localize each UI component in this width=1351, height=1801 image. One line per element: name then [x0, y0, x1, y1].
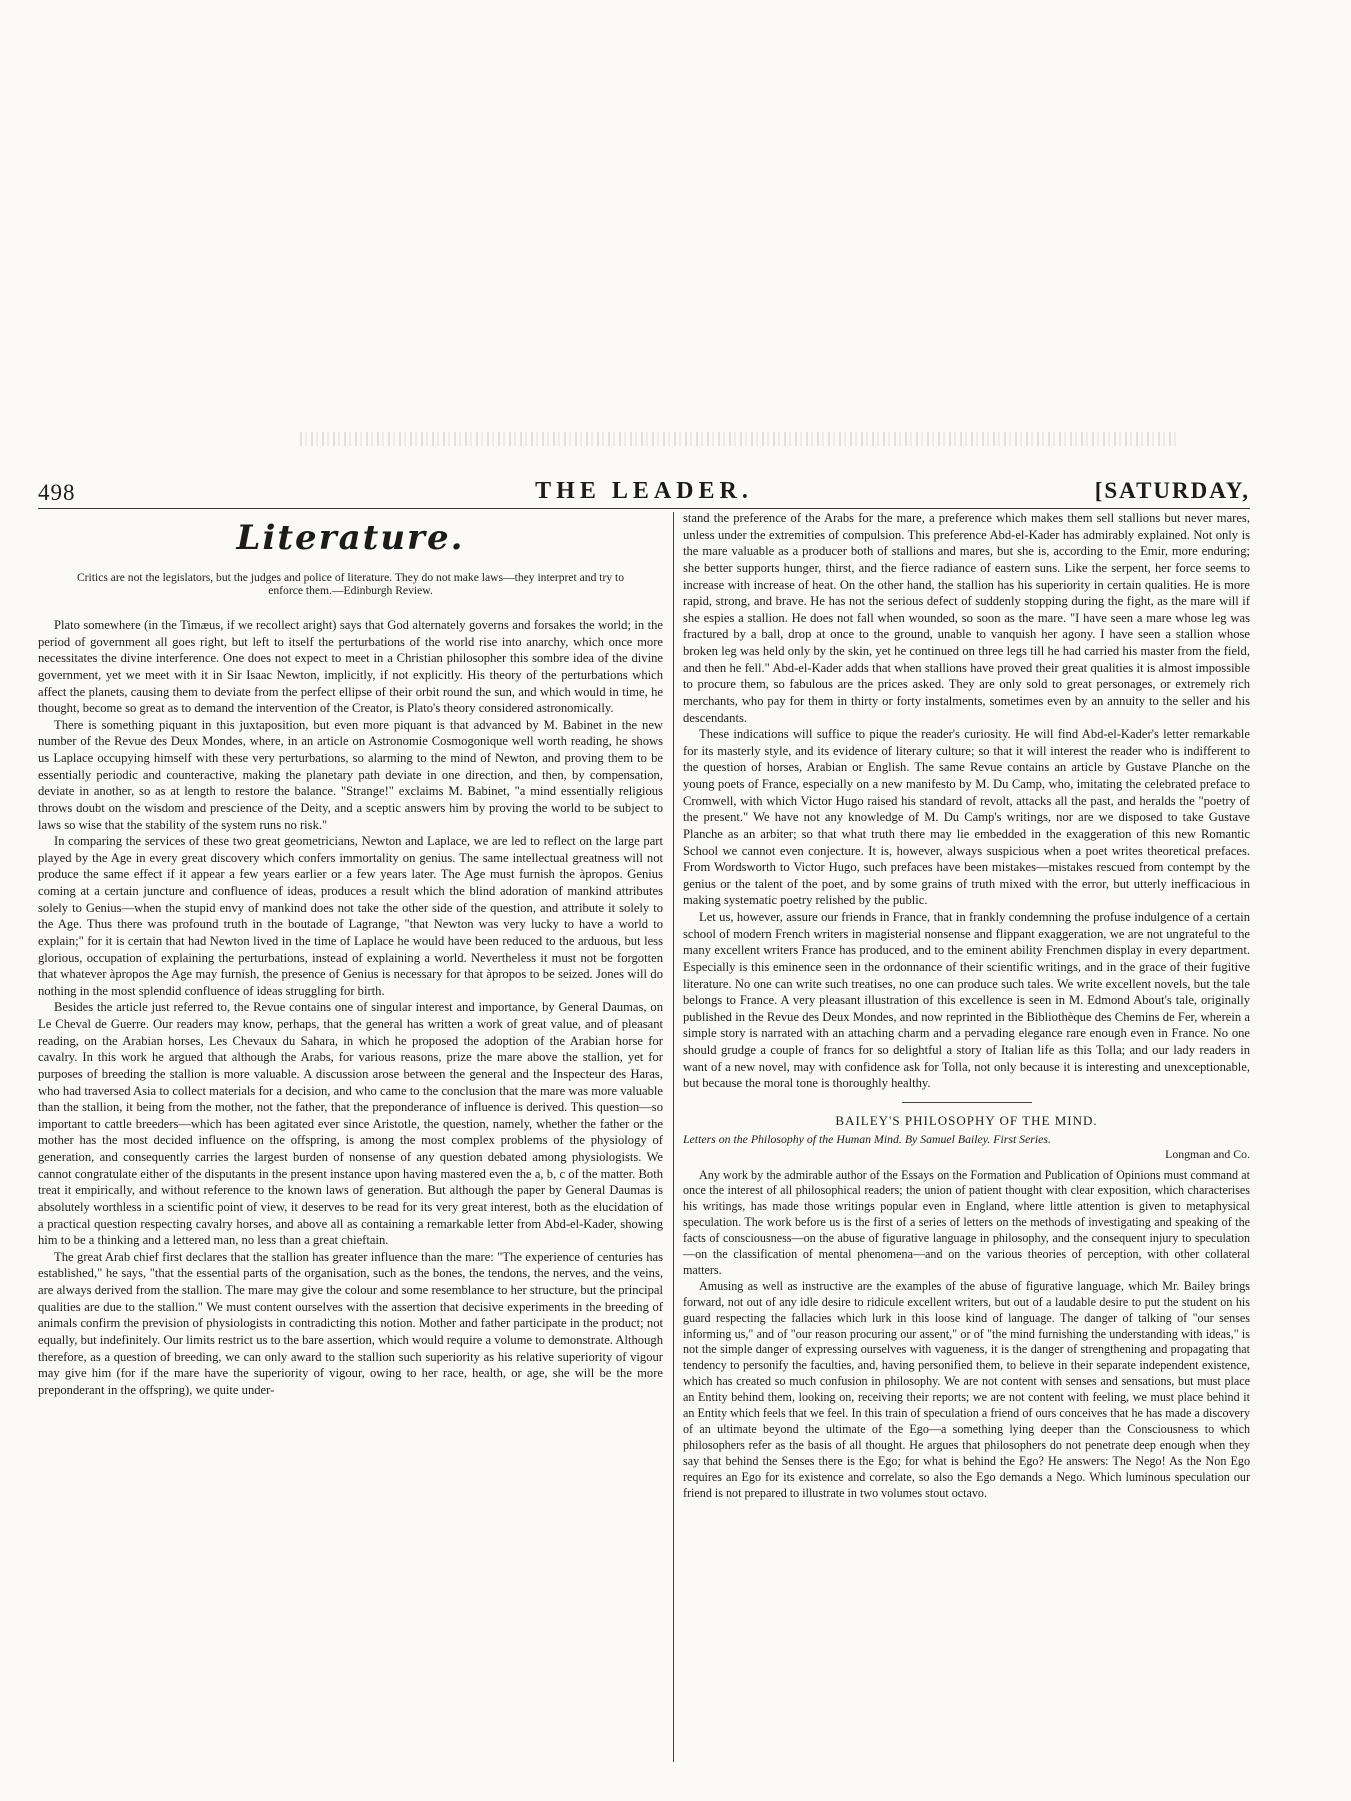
scan-noise-strip — [300, 432, 1180, 446]
section-motto: Critics are not the legislators, but the judges and police of literature. They do not make laws—they interpret and try to enforce them.—Edinburgh Review. — [76, 571, 625, 597]
article-paragraph: There is something piquant in this juxtaposition, but even more piquant is that advanced by M. Babinet in the new number of the Revue des Deux Mondes, where, in an article on Astronomie Cosmogonique well worth reading, he shows us Laplace occupying himself with these very perturbations, so alarming to the mind of Newton, and proving them to be essentially periodic and counteractive, making the planetary path deviate in one direction, and then, by compensation, deviate in another, so as at length to restore the balance. "Strange!" exclaims M. Babinet, "a mind essentially religious throws doubt on the wisdom and prescience of the Deity, and a sceptic answers him by proving the world to be subject to laws so wise that the stability of the system runs no risk." — [38, 717, 663, 832]
page-header — [38, 478, 1250, 506]
article-paragraph: These indications will suffice to pique the reader's curiosity. He will find Abd-el-Kader's letter remarkable for its masterly style, and its evidence of literary culture; so that it will interest the reader who is indifferent to the question of horses, Arabian or English. The same Revue contains an article by Gustave Planche on the young poets of France, especially on a new manifesto by M. Du Camp, who, imitating the celebrated preface to Cromwell, with which Victor Hugo raised his standard of revolt, attacks all the past, and heralds the "poetry of the present." We have not any knowledge of M. Du Camp's writings, nor are we disposed to take Gustave Planche as an arbiter; so that what truth there may lie embedded in the exaggeration of this new Romantic School we cannot even conjecture. It is, however, always suspicious when a poet writes theoretical prefaces. From Wordsworth to Victor Hugo, such prefaces have been mistakes—mistakes rescued from contempt by the genius or the talent of the poet, and by some grains of truth mixed with the error, but utterly inefficacious in making systematic poetry relished by the public. — [683, 727, 1250, 908]
article-paragraph: Besides the article just referred to, the Revue contains one of singular interest and importance, by General Daumas, on Le Cheval de Guerre. Our readers may know, perhaps, that the general has written a work of great value, and of pleasant reading, on the Arabian horses, Les Chevaux du Sahara, in which he proposed the adoption of the Arabian horse for cavalry. In this work he argued that although the Arabs, for various reasons, prize the mare above the stallion, yet for purposes of breeding the stallion is more valuable. A discussion arose between the general and the Inspecteur des Haras, who had traversed Asia to collect materials for a decision, and who came to the conclusion that the mare was more valuable than the stallion, it being from the mother, not the father, that the preponderance of influence is derived. This question—so important to cattle breeders—which has been agitated ever since Aristotle, the question, namely, whether the father or the mother has the most decided influence on the offspring, is among the most complex problems of the physiology of generation, and consequently carries the largest burden of nonsense of any question debated among physiologists. We cannot congratulate either of the disputants in the present instance upon having mastered even the a, b, c of the matter. Both treat it empirically, and without reference to the known laws of generation. But although the paper by General Daumas is absolutely worthless in a scientific point of view, it deserves to be read for its very great interest, both as the elucidation of a practical question respecting cavalry horses, and above all as containing a remarkable letter from Abd-el-Kader, showing him to be a thinking and a lettered man, no less than a great chieftain. — [38, 1000, 663, 1248]
masthead-title: THE LEADER. — [535, 478, 753, 504]
column-divider — [673, 512, 674, 1762]
review-paragraph: Amusing as well as instructive are the examples of the abuse of figurative language, which Mr. Bailey brings forward, not out of any idle desire to ridicule excellent writers, but out of a laudable desire to put the student on his guard respecting the fallacies which lurk in this loose kind of language. The danger of talking of "our senses informing us," and of "our reason procuring our assent," or of "the mind furnishing the understanding with ideas," is not the simple danger of expressing ourselves with vagueness, it is the danger of strengthening and propagating that tendency to personify the faculties, and, having personified them, to believe in their separate independent existence, which has created so much confusion in philosophy. We are not content with senses and sensations, but must place an Entity behind them, looking on, receiving their reports; we are not content with feeling, we must place behind it an Entity which feels that we feel. In this train of speculation a friend of ours conceives that he has made a discovery of an ultimate beyond the ultimate of the Ego—a something lying deeper than the Consciousness to which philosophers refer as the basis of all thought. He argues that philosophers do not penetrate deep enough when they say that behind the Senses there is the Ego; for what is behind the Ego? He answers: The Nego! As the Non Ego requires an Ego for its existence and correlate, so also the Ego demands a Nego. Which luminous speculation our friend is not prepared to illustrate in two volumes stout octavo. — [683, 1278, 1250, 1500]
review-title: BAILEY'S PHILOSOPHY OF THE MIND. — [835, 1112, 1098, 1128]
header-rule — [38, 508, 1250, 509]
article-paragraph: The great Arab chief first declares that the stallion has greater influence than the mare: "The experience of centuries has established," he says, "that the essential parts of the organisation, such as the bones, the tendons, the nerves, and the veins, are always derived from the stallion. The mare may give the colour and some resemblance to her structure, but the principal qualities are due to the stallion." We must content ourselves with the assertion that decisive experiments in the breeding of animals confirm the prevision of physiologists in contradicting this notion. Mother and father participate in the product; not equally, but indefinitely. Our limits restrict us to the bare assertion, which would require a volume to demonstrate. Although therefore, as a question of breeding, we can only award to the stallion such superiority as his relative superiority of vigour may give him (for if the mare have the superiority of vigour, owing to her race, health, or age, she will be the more preponderant in the offspring), we quite under- — [38, 1249, 663, 1397]
section-separator — [902, 1102, 1032, 1103]
issue-day: [SATURDAY, — [1094, 478, 1250, 503]
right-column — [683, 510, 1250, 1502]
review-subtitle: Letters on the Philosophy of the Human Mind. By Samuel Bailey. First Series. — [683, 1131, 1051, 1146]
left-column — [38, 510, 663, 1398]
review-publisher: Longman and Co. — [1165, 1146, 1250, 1161]
section-title: Literature. — [236, 518, 465, 558]
article-paragraph: Plato somewhere (in the Timæus, if we recollect aright) says that God alternately governs and forsakes the world; in the period of government all goes right, but left to itself the perturbations of the world rise into anarchy, which once more necessitates the divine interference. One does not expect to meet in a Christian philosopher this sombre idea of the divine government, yet we meet with it in Sir Isaac Newton, implicitly, if not explicitly. His theory of the perturbations which affect the planets, causing them to deviate from the perfect ellipse of their orbit round the sun, and which would in time, he thought, become so great as to demand the intervention of the Creator, is Plato's theory considered astronomically. — [38, 618, 663, 716]
article-paragraph: In comparing the services of these two great geometricians, Newton and Laplace, we are led to reflect on the large part played by the Age in every great discovery which confers immortality on genius. The same intellectual greatness will not produce the same effect if it appear a few years earlier or a few years later. The Age must furnish the àpropos. Genius coming at a certain juncture and confluence of ideas, produces a result which the blind adoration of mankind attributes solely to Genius—when the stupid envy of mankind does not take the other side of the question, and attribute it solely to the Age. Thus there was profound truth in the boutade of Lagrange, "that Newton was very lucky to have a world to explain;" for it is certain that had Newton lived in the time of Laplace he would have been reduced to the arduous, but less glorious, occupation of explaining the perturbations, instead of explaining a world. Nevertheless it must not be forgotten that whatever àpropos the Age may furnish, the presence of Genius is necessary for that àpropos to be seized. Jones will do nothing in the most splendid confluence of ideas struggling for birth. — [38, 834, 663, 998]
article-paragraph: stand the preference of the Arabs for the mare, a preference which makes them sell stallions but never mares, unless under the extremities of compulsion. This preference Abd-el-Kader has admirably explained. Not only is the mare valuable as a producer both of stallions and mares, but she is, according to the Emir, more enduring; she better supports hunger, thirst, and the fierce radiance of eastern suns. Like the serpent, her force seems to increase with increase of heat. On the other hand, the stallion has his superiority in certain qualities. He is more rapid, strong, and brave. He has not the serious defect of suddenly stopping during the fight, as the mare will if she espies a stallion. He does not fall when wounded, so soon as the mare. "I have seen a mare whose leg was fractured by a ball, drop at once to the ground, unable to vanquish her agony. I have seen a stallion whose broken leg was held only by the skin, yet he continued on three legs till he had carried his master from the field, and then he fell." Abd-el-Kader adds that when stallions have proved their great qualities it is almost impossible to procure them, so fabulous are the prices asked. They are only sold to great personages, or extremely rich merchants, who pay for them in thirty or forty instalments, sometimes even by an annuity to the seller and his descendants. — [683, 511, 1250, 725]
article-paragraph: Let us, however, assure our friends in France, that in frankly condemning the profuse indulgence of a certain school of modern French writers in magisterial nonsense and flippant exaggeration, we are not ungrateful to the many excellent writers France has produced, and to the eminent ability Frenchmen display in every department. Especially is this eminence seen in the ordonnance of their scientific writings, and in the grace of their fugitive literature. No one can write such treatises, no one can produce such tales. We write excellent novels, but the tale belongs to France. A very pleasant illustration of this excellence is seen in M. Edmond About's tale, originally published in the Revue des Deux Mondes, and now reprinted in the Bibliothèque des Chemins de Fer, wherein a simple story is narrated with an attaching charm and a pervading elegance rare enough even in France. No one should grudge a couple of francs for so delightful a story of Italian life as this Tolla; and our lady readers in want of a new novel, may with confidence ask for Tolla, not only because it is interesting and unexceptionable, but because the moral tone is thoroughly healthy. — [683, 910, 1250, 1091]
page-number: 498 — [38, 480, 76, 505]
review-paragraph: Any work by the admirable author of the Essays on the Formation and Publication of Opinions must command at once the interest of all philosophical readers; the union of patient thought with clear exposition, which characterises his writings, has made those writings popular even in England, where little attention is given to metaphysical speculation. The work before us is the first of a series of letters on the methods of investigating and speaking of the facts of consciousness—on the abuse of figurative language in philosophy, and the consequent injury to speculation—on the classification of mental phenomena—and on the various theories of perception, with other collateral matters. — [683, 1167, 1250, 1277]
